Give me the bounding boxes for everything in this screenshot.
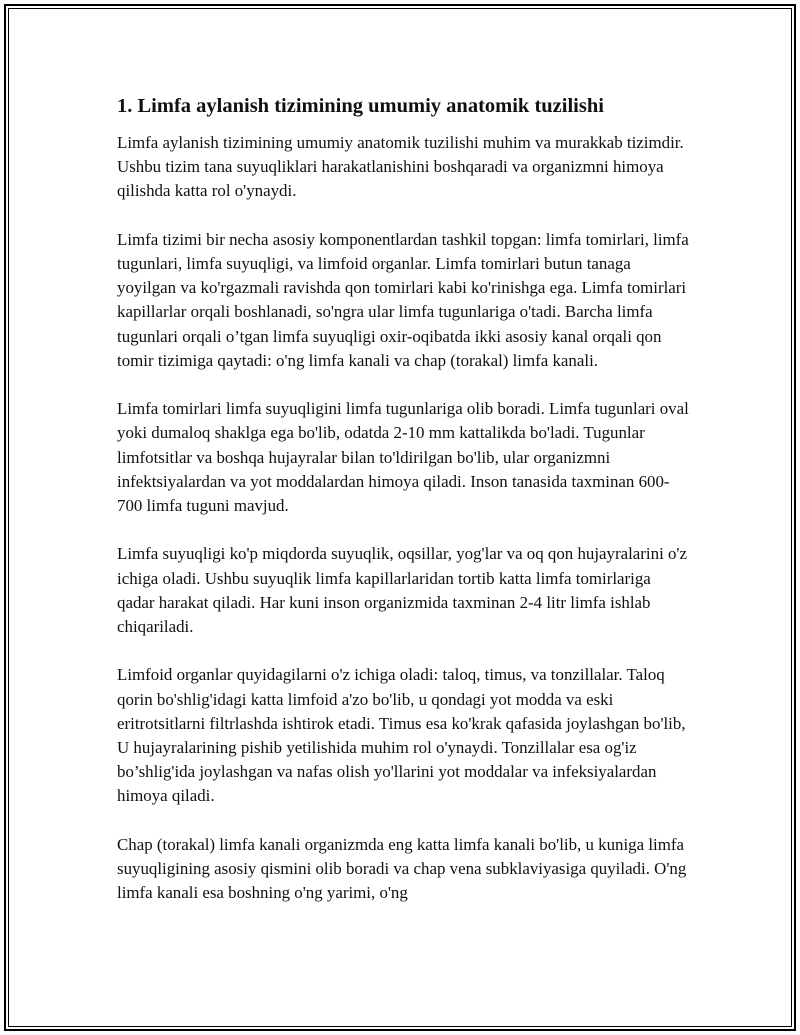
document-body [117, 92, 692, 930]
paragraph-lymph-fluid: Limfa suyuqligi ko'p miqdorda suyuqlik, oqsillar, yog'lar va oq qon hujayralarini o'z ichiga oladi. Ushbu suyuqlik limfa kapillarlaridan tortib katta limfa tomirlariga qadar harakat qiladi. Har kuni inson organizmida taxminan 2-4 litr limfa ishlab chiqariladi. [117, 544, 687, 637]
paragraph-thoracic-duct: Chap (torakal) limfa kanali organizmda eng katta limfa kanali bo'lib, u kuniga limfa suyuqligining asosiy qismini olib boradi va chap vena subklaviyasiga quyiladi. O'ng limfa kanali esa boshning o'ng yarimi, o'ng [117, 834, 687, 903]
paragraph-lymph-nodes: Limfa tomirlari limfa suyuqligini limfa tugunlariga olib boradi. Limfa tugunlari oval yoki dumaloq shaklga ega bo'lib, odatda 2-10 mm kattalikda bo'ladi. Tugunlar limfotsitlar va boshqa hujayralar bilan to'ldirilgan bo'lib, ular organizmni infektsiyalardan va yot moddalardan himoya qiladi. Inson tanasida taxminan 600-700 limfa tuguni mavjud. [117, 399, 689, 516]
paragraph-intro: Limfa aylanish tizimining umumiy anatomik tuzilishi muhim va murakkab tizimdir. Ushbu tizim tana suyuqliklari harakatlanishini boshqaradi va organizmni himoya qilishda katta rol o'ynaydi. [117, 133, 684, 201]
paragraph-lymphoid-organs: Limfoid organlar quyidagilarni o'z ichiga oladi: taloq, timus, va tonzillalar. Taloq qorin bo'shlig'idagi katta limfoid a'zo bo'lib, u qondagi yot modda va eski eritrotsitlarni filtrlashda ishtirok etadi. Timus esa ko'krak qafasida joylashgan bo'lib, U hujayralarining pishib yetilishida muhim rol o'ynaydi. Tonzillalar esa og'iz bo’shlig'ida joylashgan va nafas olish yo'llarini yot moddalar va infeksiyalardan himoya qiladi. [117, 665, 686, 806]
paragraph-components: Limfa tizimi bir necha asosiy komponentlardan tashkil topgan: limfa tomirlari, limfa tugunlari, limfa suyuqligi, va limfoid organlar. Limfa tomirlari butun tanaga yoyilgan va ko'rgazmali ravishda qon tomirlari kabi ko'rinishga ega. Limfa tomirlari kapillarlar orqali boshlanadi, so'ngra ular limfa tugunlariga o'tadi. Barcha limfa tugunlari orqali o’tgan limfa suyuqligi oxir-oqibatda ikki asosiy kanal orqali qon tomir tizimiga qaytadi: o'ng limfa kanali va chap (torakal) limfa kanali. [117, 229, 689, 370]
section-heading: 1. Limfa aylanish tizimining umumiy anatomik tuzilishi [117, 95, 604, 117]
